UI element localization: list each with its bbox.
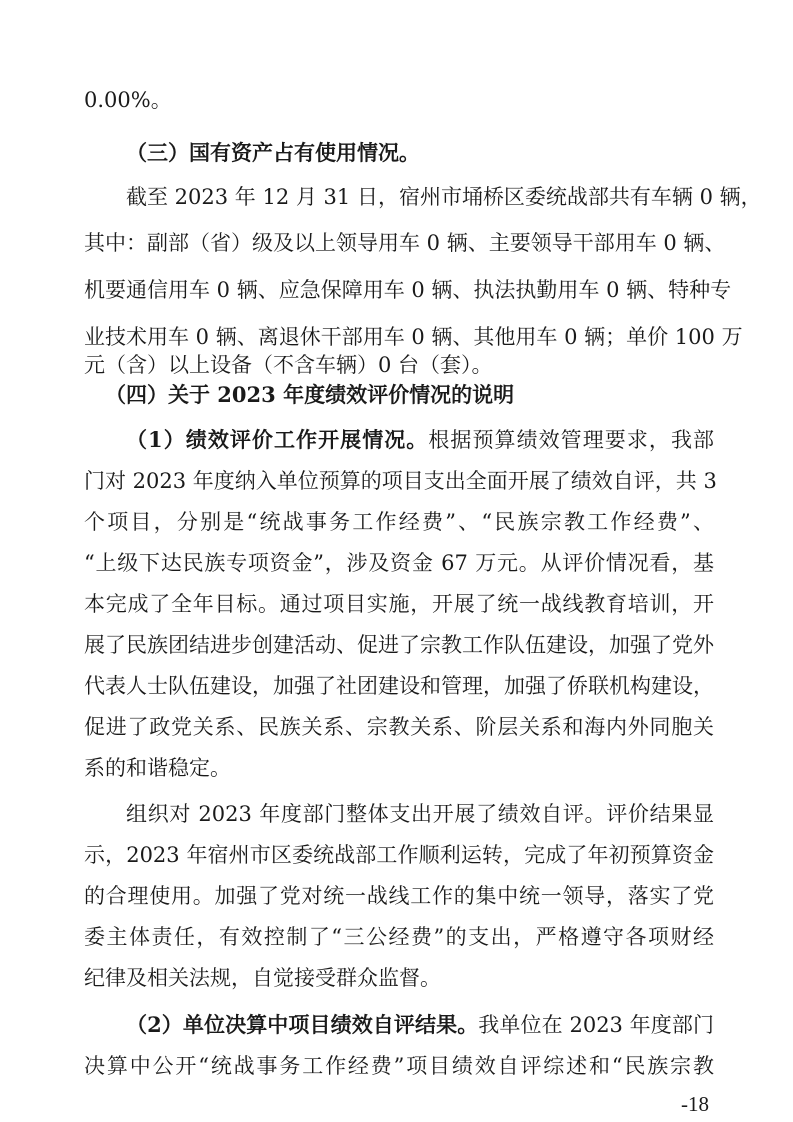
- text-run: 根据预算绩效管理要求，我部: [428, 428, 714, 452]
- section-heading: （三）国有资产占有使用情况。: [126, 140, 420, 165]
- subsection-heading: （2）单位决算中项目绩效自评结果。: [126, 1012, 479, 1037]
- text-line: 示，2023 年宿州市区委统战部工作顺利运转，完成了年初预算资金: [84, 843, 714, 867]
- text-line: 门对 2023 年度纳入单位预算的项目支出全面开展了绩效自评，共 3: [84, 469, 717, 493]
- text-line: “上级下达民族专项资金”，涉及资金 67 万元。从评价情况看，基: [84, 551, 714, 575]
- text-line: 截至 2023 年 12 月 31 日，宿州市埇桥区委统战部共有车辆 0 辆，: [126, 185, 762, 209]
- page-number: -18: [681, 1092, 709, 1116]
- text-line: 委主体责任，有效控制了“三公经费”的支出，严格遵守各项财经: [84, 925, 714, 949]
- text-line: 促进了政党关系、民族关系、宗教关系、阶层关系和海内外同胞关: [84, 715, 714, 739]
- text-line: 纪律及相关法规，自觉接受群众监督。: [84, 966, 441, 990]
- text-line: 机要通信用车 0 辆、应急保障用车 0 辆、执法执勤用车 0 辆、特种专: [84, 278, 732, 302]
- text-line: [126, 1011, 714, 1039]
- text-line: 决算中公开“统战事务工作经费”项目绩效自评综述和“民族宗教: [84, 1054, 714, 1078]
- text-line: 展了民族团结进步创建活动、促进了宗教工作队伍建设，加强了党外: [84, 633, 714, 657]
- text-line: 的合理使用。加强了党对统一战线工作的集中统一领导，落实了党: [84, 884, 714, 908]
- text-line: 业技术用车 0 辆、离退休干部用车 0 辆、其他用车 0 辆；单价 100 万: [84, 325, 743, 349]
- text-line: 代表人士队伍建设，加强了社团建设和管理，加强了侨联机构建设，: [84, 674, 714, 698]
- section-heading: （四）关于 2023 年度绩效评价情况的说明: [105, 382, 515, 407]
- text-run: 我单位在 2023 年度部门: [478, 1013, 714, 1037]
- subsection-heading: （1）绩效评价工作开展情况。: [126, 427, 429, 452]
- text-line: [126, 426, 714, 454]
- text-line: 0.00%。: [84, 88, 172, 112]
- text-line: 组织对 2023 年度部门整体支出开展了绩效自评。评价结果显: [126, 802, 714, 826]
- text-line: 系的和谐稳定。: [84, 756, 231, 780]
- text-line: 个项目，分别是“统战事务工作经费”、“民族宗教工作经费”、: [84, 510, 714, 534]
- text-line: 本完成了全年目标。通过项目实施，开展了统一战线教育培训，开: [84, 592, 714, 616]
- text-line: 元（含）以上设备（不含车辆）0 台（套）。: [84, 353, 493, 377]
- text-line: 其中：副部（省）级及以上领导用车 0 辆、主要领导干部用车 0 辆、: [84, 231, 726, 255]
